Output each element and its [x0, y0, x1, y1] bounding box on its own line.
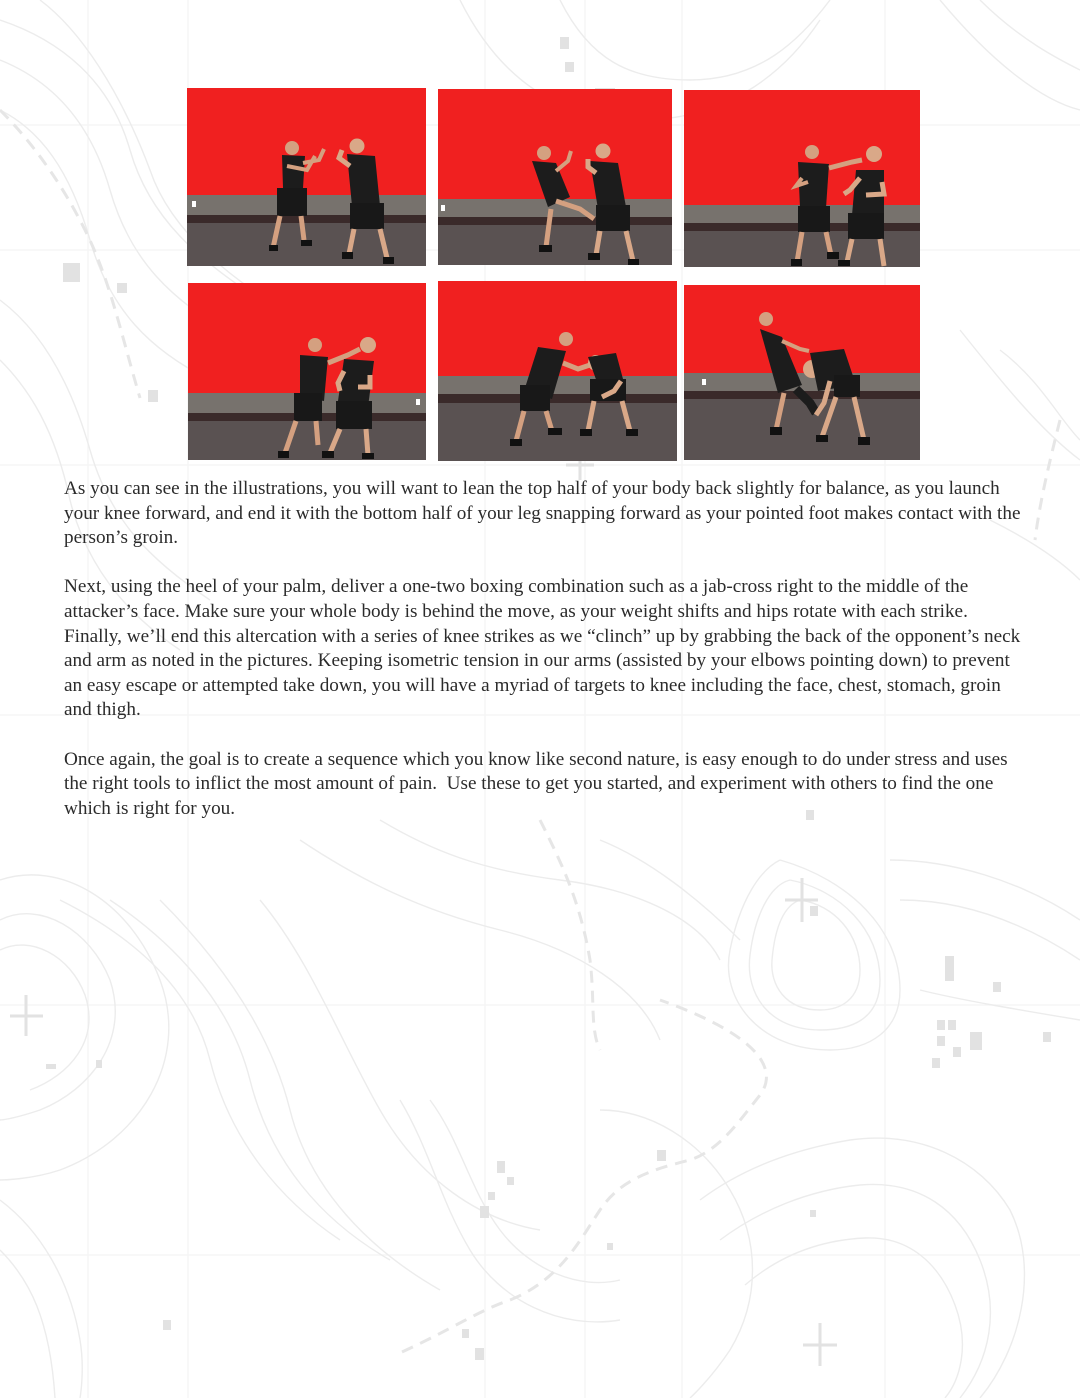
photo-clinch: [438, 281, 677, 461]
photo-clinch-image: [438, 281, 677, 461]
photo-stance: [187, 88, 426, 266]
photo-palm-strike-2: [188, 283, 426, 460]
photo-palm-strike-1-image: [684, 90, 920, 267]
photo-palm-strike-2-image: [188, 283, 426, 460]
article-body: [64, 477, 1029, 846]
paragraph-palm-and-clinch: Next, using the heel of your palm, deliver a one-two boxing combination such as a jab-cross right to the middle of the attacker’s face. Make sure your whole body is behind the move, as your weight shifts and hips rotate with each strike. Finally, we’ll end this altercation with a series of knee strikes as we “clinch” up by grabbing the back of the opponent’s neck and arm as noted in the pictures. Keeping isometric tension in our arms (assisted by your elbows pointing down) to prevent an easy escape or attempted take down, you will have a myriad of targets to knee including the face, chest, stomach, groin and thigh.: [64, 576, 1021, 721]
photo-groin-kick-image: [438, 89, 672, 265]
photo-knee-strike-image: [684, 285, 920, 460]
photo-stance-image: [187, 88, 426, 266]
photo-knee-strike: [684, 285, 920, 460]
paragraph-conclusion: Once again, the goal is to create a sequence which you know like second nature, is easy enough to do under stress and uses the right tools to inflict the most amount of pain. Use these to get you started, and experiment with others to find the one which is right for you.: [64, 748, 1008, 819]
paragraph-technique-knee: As you can see in the illustrations, you will want to lean the top half of your body back slightly for balance, as you launch your knee forward, and end it with the bottom half of your leg snapping forward as your pointed foot makes contact with the person’s groin.: [64, 478, 1021, 549]
photo-palm-strike-1: [684, 90, 920, 267]
photo-groin-kick: [438, 89, 672, 265]
